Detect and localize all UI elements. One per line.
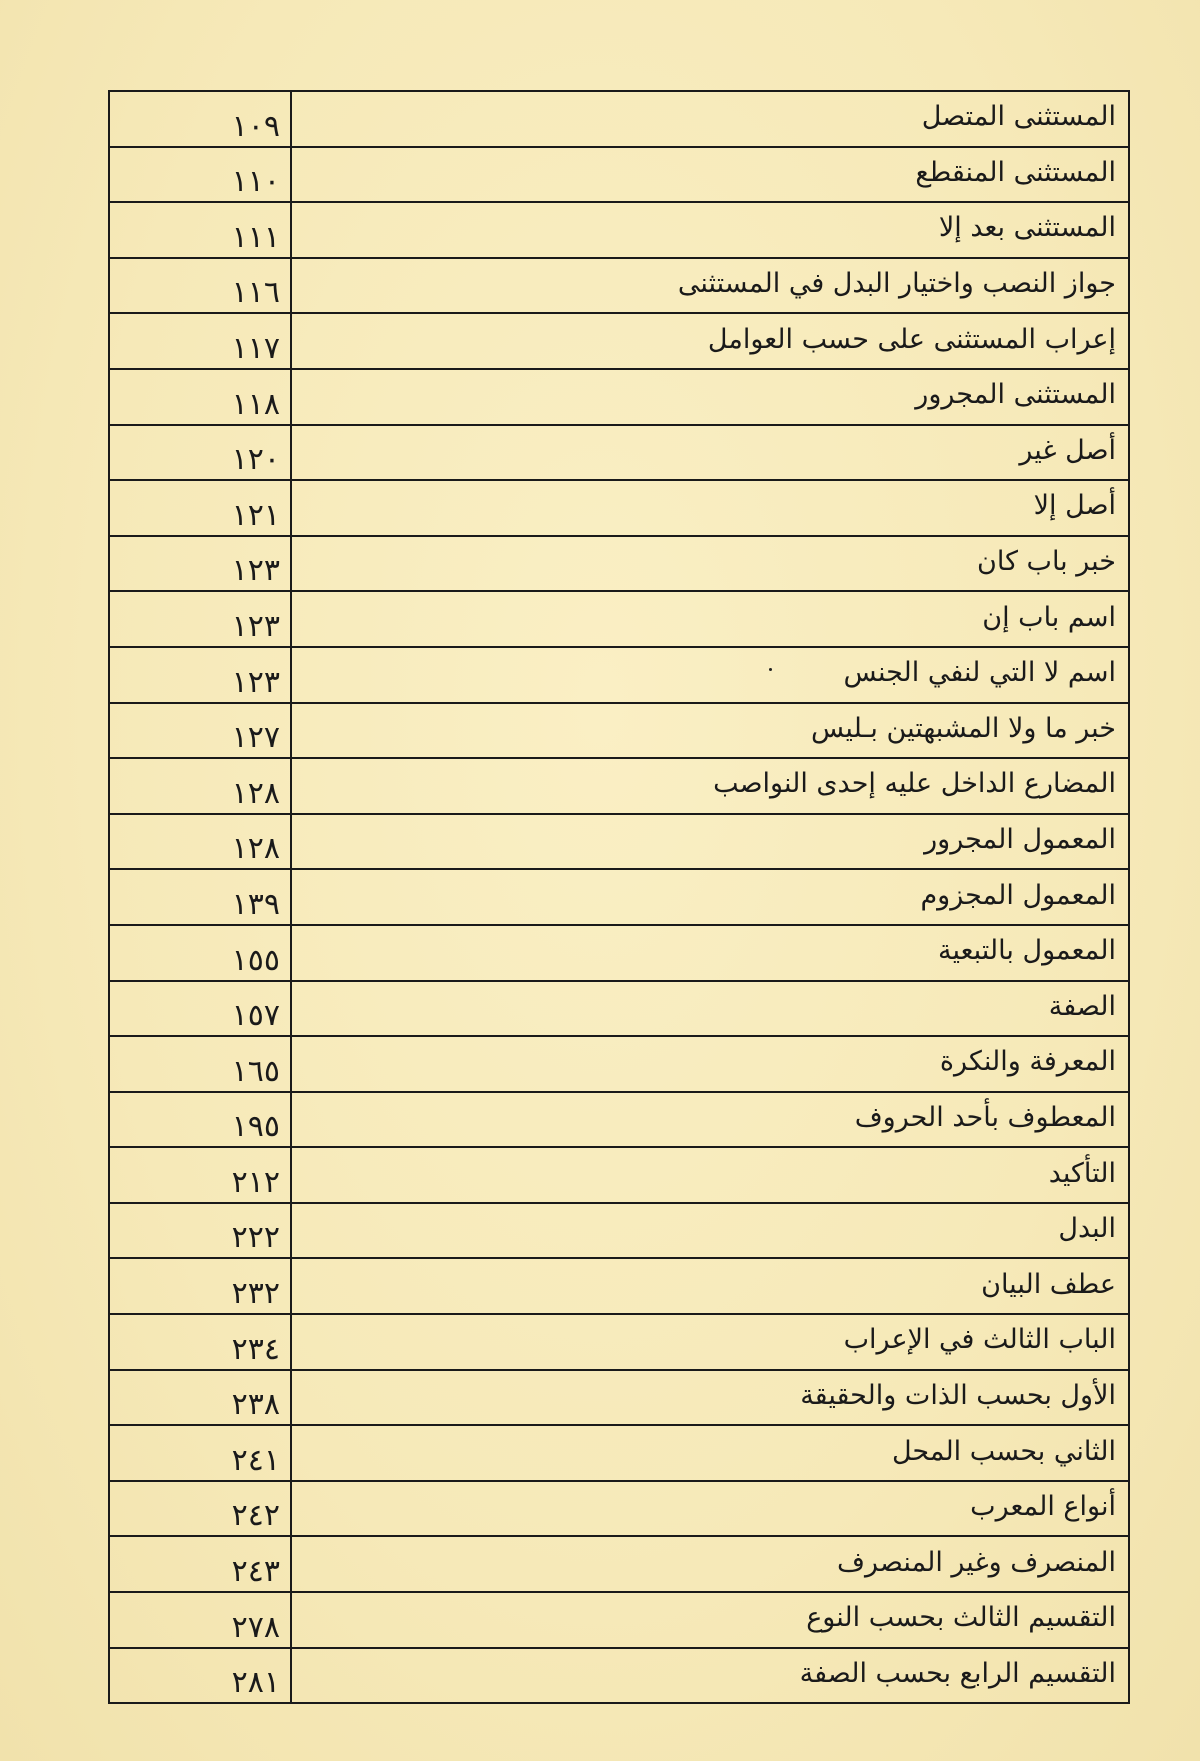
toc-row [110, 1649, 1128, 1705]
toc-entry-title: المستثنى المنقطع [915, 156, 1116, 188]
toc-page-number: ١٢٨ [110, 815, 292, 869]
toc-entry-title: التأكيد [1048, 1157, 1116, 1189]
toc-entry-title: أنواع المعرب [970, 1491, 1116, 1523]
toc-page-number: ١١٨ [110, 370, 292, 424]
toc-page-number: ٢٨١ [110, 1649, 292, 1703]
toc-page-number: ١٢٧ [110, 704, 292, 758]
toc-page-number: ٢٣٢ [110, 1259, 292, 1313]
toc-entry-title: إعراب المستثنى على حسب العوامل [707, 323, 1116, 355]
toc-page-number: ٢٣٤ [110, 1315, 292, 1369]
toc-page-number: ١١٠ [110, 148, 292, 202]
toc-row [110, 1204, 1128, 1260]
toc-entry-title: المضارع الداخل عليه إحدى النواصب [713, 768, 1116, 800]
toc-page-number: ١٢٣ [110, 648, 292, 702]
toc-entry-title: المستثنى المجرور [915, 379, 1116, 411]
toc-row [110, 370, 1128, 426]
toc-page-number: ١٢٠ [110, 426, 292, 480]
toc-page-number: ١٥٥ [110, 926, 292, 980]
toc-entry-title: الأول بحسب الذات والحقيقة [800, 1379, 1116, 1411]
toc-page-number: ١١٦ [110, 259, 292, 313]
toc-entry-title: جواز النصب واختيار البدل في المستثنى [677, 268, 1116, 300]
toc-row [110, 1315, 1128, 1371]
toc-row [110, 426, 1128, 482]
toc-entry-title: البدل [1058, 1213, 1116, 1245]
toc-row [110, 870, 1128, 926]
toc-row [110, 314, 1128, 370]
toc-entry-title: اسم لا التي لنفي الجنس [843, 657, 1116, 689]
toc-page-number: ١٣٩ [110, 870, 292, 924]
toc-entry-title: الباب الثالث في الإعراب [843, 1324, 1116, 1356]
toc-row [110, 259, 1128, 315]
toc-entry-title: خبر ما ولا المشبهتين بـليس [811, 712, 1116, 744]
toc-page-number: ٢١٢ [110, 1148, 292, 1202]
toc-row [110, 815, 1128, 871]
ink-speck [769, 668, 772, 671]
toc-row [110, 481, 1128, 537]
toc-row [110, 148, 1128, 204]
toc-page-number: ٢٣٨ [110, 1371, 292, 1425]
toc-row [110, 759, 1128, 815]
toc-row [110, 926, 1128, 982]
toc-row [110, 1093, 1128, 1149]
toc-page-number: ١٥٧ [110, 982, 292, 1036]
toc-row [110, 92, 1128, 148]
toc-page-number: ٢٧٨ [110, 1593, 292, 1647]
toc-entry-title: أصل غير [1019, 434, 1116, 466]
toc-page-number: ١٠٩ [110, 92, 292, 146]
toc-page-number: ١١٧ [110, 314, 292, 368]
toc-entry-title: اسم باب إن [982, 601, 1116, 633]
toc-row [110, 1259, 1128, 1315]
toc-entry-title: المعرفة والنكرة [939, 1046, 1116, 1078]
toc-entry-title: خبر باب كان [977, 546, 1116, 578]
toc-page-number: ١٩٥ [110, 1093, 292, 1147]
toc-entry-title: الصفة [1048, 990, 1116, 1022]
toc-row [110, 648, 1128, 704]
toc-page-number: ٢٢٢ [110, 1204, 292, 1258]
toc-page-number: ٢٤٢ [110, 1482, 292, 1536]
toc-page-number: ١٦٥ [110, 1037, 292, 1091]
toc-row [110, 592, 1128, 648]
toc-entry-title: عطف البيان [981, 1268, 1116, 1300]
toc-page-number: ١٢٣ [110, 592, 292, 646]
toc-page-number: ٢٤٣ [110, 1537, 292, 1591]
toc-entry-title: التقسيم الثالث بحسب النوع [806, 1602, 1116, 1634]
toc-entry-title: الثاني بحسب المحل [891, 1435, 1116, 1467]
toc-entry-title: المعمول بالتبعية [937, 935, 1116, 967]
toc-row [110, 1593, 1128, 1649]
toc-entry-title: المعمول المجزوم [920, 879, 1116, 911]
toc-entry-title: المعطوف بأحد الحروف [854, 1101, 1116, 1133]
toc-row [110, 1482, 1128, 1538]
toc-entry-title: أصل إلا [1033, 490, 1116, 522]
toc-row [110, 1148, 1128, 1204]
toc-row [110, 1426, 1128, 1482]
toc-row [110, 704, 1128, 760]
toc-row [110, 982, 1128, 1038]
toc-entry-title: المعمول المجرور [924, 824, 1116, 856]
toc-entry-title: المستثنى بعد إلا [938, 212, 1116, 244]
toc-entry-title: المنصرف وغير المنصرف [837, 1546, 1116, 1578]
table-of-contents [108, 90, 1130, 1704]
toc-row [110, 537, 1128, 593]
toc-page-number: ١٢٣ [110, 537, 292, 591]
toc-page-number: ١١١ [110, 203, 292, 257]
toc-entry-title: التقسيم الرابع بحسب الصفة [799, 1657, 1116, 1689]
toc-row [110, 203, 1128, 259]
toc-page-number: ١٢١ [110, 481, 292, 535]
toc-page-number: ٢٤١ [110, 1426, 292, 1480]
toc-page-number: ١٢٨ [110, 759, 292, 813]
toc-row [110, 1037, 1128, 1093]
toc-entry-title: المستثنى المتصل [921, 101, 1116, 133]
toc-row [110, 1371, 1128, 1427]
toc-row [110, 1537, 1128, 1593]
